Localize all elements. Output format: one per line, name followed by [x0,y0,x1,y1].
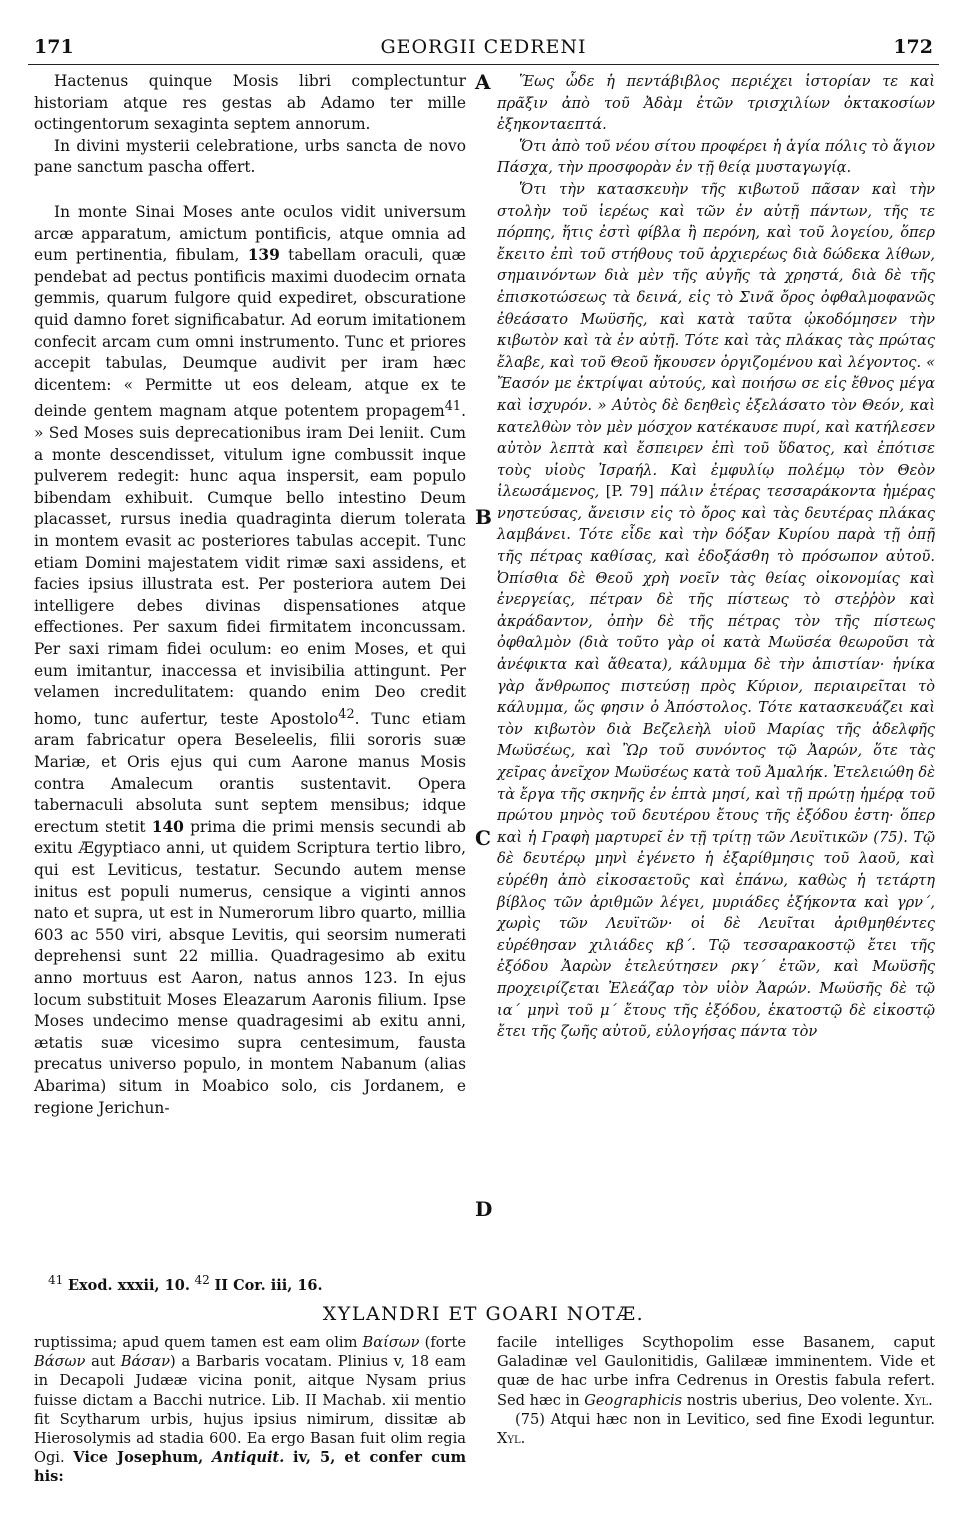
greek-text: πάλιν ἑτέρας τεσσαράκοντα ἡμέρας νηστεύσας, ἄνεισιν εἰς τὸ ὄρος καὶ τὰς δευτέρας πλάκας λαμβάνει. Τότε εἶδε καὶ τὴν δόξαν Κυρίου παρὰ τῇ ὀπῇ τῆς πέτρας καθίσας, καὶ ἐδοξάσθη τὸ πρόσωπον αὐτοῦ. Ὀπίσθια δὲ Θεοῦ χρὴ νοεῖν τὰς θείας οἰκονομίας καὶ ἐνεργείας, πέτραν δὲ τῆς πίστεως τὸ στεῤῥὸν καὶ ἀκράδαντον, ὀπὴν δὲ τῆς πέτρας τὸν τῆς πίστεως ὀφθαλμὸν (διὰ τοῦτο γὰρ οἱ κατὰ Μωϋσέα θεωροῦσι τὰ ἀνέφικτα καὶ ἄθεατα), κάλυμμα δὲ τὴν ἀπιστίαν· ἡνίκα γὰρ ἄνθρωπος πιστεύσῃ πρὸς Κύριον, περιαιρεῖται τὸ κάλυμμα, ὥς φησιν ὁ Ἀπόστολος. Τότε κατασκευάζει καὶ τὸν κιβωτὸν διὰ Βεζελεὴλ υἱοῦ Μαρίας τῆς ἀδελφῆς Μωϋσέως, καὶ Ὢρ τοῦ συνόντος τῷ Ἀαρών, ὅτε τὰς χεῖρας ἀνεῖχον Μωϋσέως κατὰ τοῦ Ἀμαλήκ. Ἐτελειώθη δὲ τὰ ἔργα τῆς σκηνῆς ἐν ἑπτὰ μησί, καὶ τῇ πρώτῃ ἡμέρᾳ τοῦ πρώτου μηνὸς τοῦ δευτέρου ἔτους τῆς ἐξόδου ἐστη· ὅπερ καὶ ἡ Γραφὴ μαρτυρεῖ ἐν τῇ τρίτῃ τῶν Λευϊτικῶν (75). Τῷ δὲ δευτέρῳ μηνὶ ἐγένετο ἡ ἐξαρίθμησις τοῦ λαοῦ, καὶ εὑρέθη ἀπὸ εἰκοσαετοῦς καὶ ἐπάνω, καθὼς ἡ τετάρτη βίβλος τῶν ἀριθμῶν λέγει, μυριάδες ἑξήκοντα καὶ γρν΄, χωρὶς τῶν Λευϊτῶν· οἱ δὲ Λευῖται ἀριθμηθέντες εὑρέθησαν χιλιάδες κβ΄. Τῷ τεσσαρακοστῷ ἔτει τῆς ἐξόδου Ἀαρὼν ἐτελεύτησεν ρκγ΄ ἐτῶν, καὶ Μωϋσῆς προχειρίζεται Ἐλεάζαρ τὸν υἱὸν Ἀαρών. Μωϋσῆς δὲ τῷ ια΄ μηνὶ τοῦ μ΄ ἔτους τῆς ἐξόδου, ἑκατοστῷ δὲ εἰκοστῷ ἔτει τῆς ζωῆς αὐτοῦ, εὐλογήσας πάντα τὸν [497,483,936,1041]
notes-left-column [34,1333,466,1487]
latin-text: In monte Sinai Moses ante oculos vidit universum arcæ apparatum, amictum pontificis, atque omnia ad eum pertinentia, fibulam, [34,202,466,265]
note-signature: Xyl. [904,1391,933,1409]
latin-text: tabellam oraculi, quæ pendebat ad pectus pontificis maximi duodecim ornata gemmis, quarum fulgore quid expediret, obscuratione quid damno foret significabatur. Ad eorum imitationem confecit arcam cum omni instrumento. Tunc et priores accepit tabulas, Deumque audivit per iram hæc dicentem: « Permitte ut eos deleam, atque ex te deinde gentem magnam atque potentem propagem [34,246,466,421]
note-text: iv, 5, et confer cum his: [34,1449,467,1486]
footnote-number: 41 [48,1273,64,1287]
greek-column [497,71,935,1043]
greek-word: Βάσαν [120,1353,171,1371]
page-reference: [P. 79] [605,483,654,501]
note-paragraph [497,1333,935,1410]
notes-right-column [497,1333,935,1448]
page-number-left: 171 [34,36,74,58]
note-text: Geographicis [584,1391,683,1409]
latin-text: prima die primi mensis secundi ab exitu Ægyptiaco anni, ut quidem Scriptura tertio libro, qui est Leviticus, testatur. Secundo autem mense initus est populi numerus, censique a viginti annos nato et supra, ut est in Numerorum libro quarto, millia 603 ac 550 viri, absque Levitis, qui seorsim numerati deprehensi sunt 22 millia. Quadragesimo ab exitu anno mortuus est Aaron, natus annos 123. In ejus locum substituit Moses Eleazarum Aaronis filium. Ipse Moses undecimo mense quadragesimi ab exitu anni, ætatis suæ vicesimo supra centesimum, fausta precatus universo populo, in montem Nabanum (alias Abarima) situm in Moabico solo, cis Jordanem, e regione Jerichun- [34,817,466,1117]
greek-paragraph [497,179,935,1043]
header-rule [28,64,939,65]
latin-column [34,71,466,1119]
footnote-marker[interactable]: 41 [444,399,462,415]
margin-letter-d: D [475,1197,493,1221]
note-text: aut [91,1353,116,1371]
running-head [28,36,939,64]
note-text: ) a Barbaris vocatam. Plinius v, 18 eam in Decapoli Judææ vicina ponit, aitque Nysam prius fuisse dictam a Bacchi nutrice. Lib. II Machab. xii mentio fit Scytharum urbis, hujus ipsius nimirum, dissitæ ab Hierosolymis ad stadia 600. Ea ergo Basan fuit olim regia Ogi. [34,1353,467,1467]
latin-text: . Tunc etiam aram fabricatur opera Beseleelis, filii sororis suæ Mariæ, et Oris ejus qui cum Aarone manus Mosis contra Amalecum orantis sustentavit. Opera tabernaculi absoluta sunt septem mensibus; idque erectum stetit [34,709,466,836]
note-paragraph [34,1333,466,1487]
margin-letter-a: A [475,70,491,94]
latin-paragraph [34,202,466,1119]
note-text: ruptissima; apud quem tamen est eam olim [34,1334,358,1351]
note-text: Vice Josephum, [73,1449,204,1467]
migne-column-number: 140 [151,817,184,836]
footnotes [48,1273,323,1294]
note-paragraph [497,1410,935,1448]
note-text: (75) Atqui hæc non in Levitico, sed fine Exodi leguntur. [515,1410,935,1428]
margin-letter-b: B [475,505,492,529]
note-text: nostris uberius, Deo volente. [686,1391,900,1409]
migne-column-number: 139 [247,246,280,265]
note-text: facile intelliges Scythopolim esse Basanem, caput Galadinæ vel Gaulonitidis, Galilææ imminentem. Vide et quæ de hac urbe infra Cedrenus in Orestis fabula refert. Sed hæc in [497,1334,935,1409]
footnote-reference: Exod. xxxii, 10. [67,1276,190,1294]
greek-word: Βαίσων [362,1334,420,1351]
greek-paragraph: Ἕως ὧδε ἡ πεντάβιβλος περιέχει ἱστορίαν τε καὶ πρᾶξιν ἀπὸ τοῦ Ἀδὰμ ἐτῶν τρισχιλίων ὀκτακοσίων ἑξηκονταεπτά. [497,73,935,134]
greek-word: Βάσων [34,1353,86,1371]
latin-paragraph: In divini mysterii celebratione, urbs sancta de novo pane sanctum pascha offert. [34,136,466,177]
running-title: GEORGII CEDRENI [380,36,587,58]
notes-heading: XYLANDRI ET GOARI NOTÆ. [322,1303,645,1325]
latin-text: . » Sed Moses suis deprecationibus iram Dei leniit. Cum a monte descendisset, vitulum igne combussit inque pulverem redegit: hunc aqua inspersit, eam populo bibendam exhibuit. Cumque bello intestino Deum placasset, rursus inedia quadraginta dierum tolerata in montem evasit ac posteriores tabulas accepit. Tunc etiam Domini majestatem vidit rimæ saxi assidens, et facies ipsius illustrata est. Per posteriora autem Dei intelligere debes divinas dispensationes atque effectiones. Per saxum fidei firmitatem inconcussam. Per saxi rimam fidei oculum: eo enim Moses, et qui eum imitantur, inaccessa et invisibilia attingunt. Per velamen incredulitatem: quando enim Deo credit homo, tunc aufertur, teste Apostolo [34,402,466,728]
note-text: Antiquit. [211,1449,285,1467]
page-number-right: 172 [893,36,933,58]
footnote-reference: II Cor. iii, 16. [214,1276,323,1294]
footnote-marker[interactable]: 42 [338,706,355,722]
note-text: (forte [424,1334,467,1351]
greek-text: Ὅτι τὴν κατασκευὴν τῆς κιβωτοῦ πᾶσαν καὶ τὴν στολὴν τοῦ ἱερέως καὶ τῶν ἐν αὐτῇ πάντων, τῆς τε πόρπης, ἥτις ἐστὶ φίβλα ἢ περόνη, καὶ τοῦ λογείου, ὅπερ ἔκειτο ἐπὶ τοῦ στήθους τοῦ ἀρχιερέως διὰ δώδεκα λίθων, σημαινόντων διὰ μὲν τῆς αὐγῆς τὰ χρηστά, διὰ δὲ τῆς ἐπισκοτώσεως τὰ δεινά, εἰς τὸ Σινᾶ ὄρος ὀφθαλμοφανῶς ἐθεάσατο Μωϋσῆς, καὶ κατὰ ταῦτα ᾠκοδόμησεν τὴν κιβωτὸν καὶ τὰ ἐν αὐτῇ. Τότε καὶ τὰς πλάκας τὰς πρώτας ἔλαβε, καὶ τοῦ Θεοῦ ἤκουσεν ὀργιζομένου καὶ λέγοντος. « Ἔασόν με ἐκτρίψαι αὐτούς, καὶ ποιήσω σε εἰς ἔθνος μέγα καὶ ἰσχυρόν. » Αὐτὸς δὲ δεηθεὶς ἐξελάσατο τὸν Θεόν, καὶ κατελθὼν τὸν μὲν μόσχον κατέκαυσε πυρί, καὶ κατήλεσεν αὐτὸν λεπτὰ καὶ ἔσπειρεν ἐπὶ τοῦ ὕδατος, καὶ ἐπότισε τοὺς υἱοὺς Ἰσραήλ. Καὶ ἐμφυλίῳ πολέμῳ τὸν Θεὸν ἱλεωσάμενος, [497,180,935,501]
greek-paragraph: Ὅτι ἀπὸ τοῦ νέου σίτου προφέρει ἡ ἁγία πόλις τὸ ἅγιον Πάσχα, τὴν προσφορὰν ἐν τῇ θείᾳ μυσταγωγίᾳ. [497,137,935,177]
note-signature: Xyl. [497,1430,526,1448]
margin-letter-c: C [475,826,491,850]
footnote-number: 42 [194,1273,210,1287]
latin-paragraph: Hactenus quinque Mosis libri complectuntur historiam atque res gestas ab Adamo ter mille octingentorum sexaginta septem annorum. [34,72,466,134]
